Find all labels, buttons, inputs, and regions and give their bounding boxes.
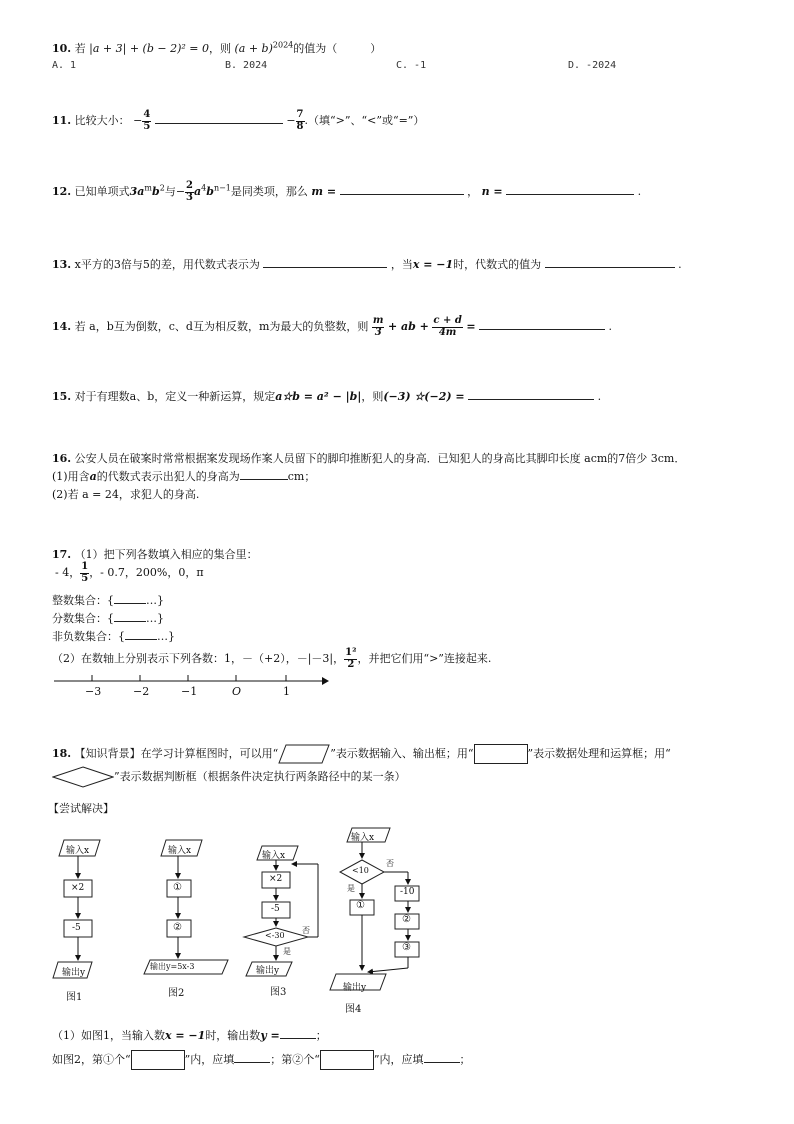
answer-blank-m[interactable] [340,194,464,195]
answer-blank[interactable] [155,123,283,124]
flowchart-figures [40,820,440,1020]
fraction: $\frac{2}{3}$ [186,180,193,203]
answer-blank[interactable] [468,399,594,400]
process-box-label: ② [402,914,411,925]
diamond-icon [52,766,114,788]
answer-blank[interactable] [280,1038,316,1039]
fraction: $\frac{4}{5}$ [143,109,151,132]
answer-blank[interactable] [479,329,605,330]
nonnegative-set: 非负数集合：{ …} [52,630,175,643]
exponent: 2024 [272,40,294,50]
output-box-label: 输出y=5x-3 [150,962,195,971]
process-box-label: -10 [400,887,415,897]
question-17-part-2: （2）在数轴上分别表示下列各数：1，－（+2），－|－3|， $\frac{\text{1²}}{2}$ ，并把它们用“>”连接起来. [52,647,492,670]
axis-label: −3 [85,685,102,698]
fraction: $\frac{1}{5}$ [81,561,89,584]
output-box-label: 输出y [62,968,86,978]
rectangle-icon [320,1050,374,1070]
question-stem: 若 a，b互为倒数，c、d互为相反数，m为最大的负整数，则 [74,320,369,333]
question-number: 10. [52,42,72,55]
axis-label: −1 [181,685,198,698]
no-label: 否 [302,926,310,935]
parallelogram-icon [278,744,330,764]
axis-label: −2 [133,685,150,698]
axis-label: 1 [283,685,290,698]
try-heading: 【尝试解决】 [48,802,114,815]
input-box-label: 输入x [262,851,286,861]
question-number: 13. [52,258,72,271]
question-10 [52,40,381,56]
m-label: m = [311,185,337,198]
option-d[interactable]: D. -2024 [568,60,617,71]
question-18-part-1: （1）如图1，当输入数x = −1时，输出数y = ； [52,1029,327,1042]
fraction: $\frac{7}{8}$ [296,109,304,132]
option-c[interactable]: C. -1 [396,60,427,71]
math-expression: |a + 3| + (b − 2)² = 0 [89,42,209,55]
question-stem: ，则 [208,42,231,55]
question-18: 18. 【知识背景】在学习计算框图时，可以用“ ”表示数据输入、输出框；用“ ”表示数据处理和运算框；用“ [52,744,671,764]
question-18-part-2: 如图2，第①个“ ”内，应填 ；第②个“ ”内，应填 ； [52,1050,471,1070]
question-stem: x平方的3倍与5的差，用代数式表示为 [74,258,260,271]
answer-blank-expression[interactable] [263,267,387,268]
rectangle-icon [131,1050,185,1070]
question-number: 14. [52,320,72,333]
input-box-label: 输入x [351,833,375,843]
definition: a☆b = a² − |b| [275,390,362,403]
process-box-label: ×2 [71,883,85,893]
output-box-label: 输出y [343,983,367,993]
process-box-label: -5 [271,904,280,914]
figure-caption: 图4 [345,1004,362,1015]
question-11 [52,110,424,132]
figure-3 [244,846,318,976]
process-box-label: ① [173,882,182,893]
figure-caption: 图1 [66,992,83,1003]
fraction-set: 分数集合：{ …} [52,612,164,625]
question-stem: 公安人员在破案时常常根据案发现场作案人员留下的脚印推断犯人的身高．已知犯人的身高比其脚印长度 acm的7倍少 3cm． [74,452,686,465]
question-16-part-2: (2)若 a = 24，求犯人的身高. [52,488,200,501]
n-label: n = [481,185,503,198]
math-expression: (a + b) [234,42,273,55]
minus-sign: − [286,114,296,127]
figure-1 [53,840,100,978]
question-number: 11. [52,114,72,127]
decision-label: <-30 [265,931,285,940]
output-box-label: 输出y [256,966,280,976]
question-tail: .（填“>”、“<”或“=”） [304,114,425,127]
answer-blank-value[interactable] [545,267,675,268]
process-box-label: ② [173,922,182,933]
question-number: 15. [52,390,72,403]
question-stem: 若 [74,42,86,55]
answer-blank[interactable] [234,1062,270,1063]
question-13: 13. x平方的3倍与5的差，用代数式表示为 ，当x = −1时，代数式的值为 . [52,258,682,271]
question-number: 16. [52,452,72,465]
question-16 [52,450,685,466]
question-14: 14. 若 a，b互为倒数，c、d互为相反数，m为最大的负整数，则 $\frac{m}{3}$ + ab + $\frac{c + d}{4m}$ = . [52,315,613,338]
question-12: 12. 已知单项式$3a^mb^2$与− $\frac{2}{3}$ $a^4b^{n-1}$是同类项，那么 m = ， n = . [52,180,642,203]
question-17 [52,546,258,562]
answer-blank[interactable] [240,479,288,480]
answer-blank-n[interactable] [506,194,634,195]
question-15: 15. 对于有理数a、b，定义一种新运算，规定a☆b = a² − |b|，则(−3) ☆(−2) = . [52,390,602,403]
fraction: $\frac{c + d}{4m}$ [433,315,462,338]
answer-blank[interactable] [424,1062,460,1063]
input-box-label: 输入x [168,846,192,856]
question-number: 17. [52,548,72,561]
number-list: - 4， $\frac{1}{5}$ ，- 0.7，200%，0，π [55,561,204,584]
integer-set: 整数集合：{ …} [52,594,164,607]
question-stem: 对于有理数a、b，定义一种新运算，规定 [74,390,276,403]
option-b[interactable]: B. 2024 [225,60,268,71]
input-box-label: 输入x [66,846,90,856]
figure-caption: 图2 [168,988,185,999]
question-number: 12. [52,185,72,198]
question-stem: （1）把下列各数填入相应的集合里： [74,548,258,561]
question-18-line2: ”表示数据判断框（根据条件决定执行两条路径中的某一条） [52,766,406,788]
monomial: a [194,185,202,198]
process-box-label: ×2 [269,874,283,884]
axis-label: O [232,685,242,698]
question-number: 18. [52,747,72,760]
no-label: 否 [386,859,394,868]
question-stem: 比较大小： [74,114,130,127]
figure-caption: 图3 [270,987,287,998]
yes-label: 是 [283,947,291,956]
process-box-label: ① [356,900,365,911]
fraction: $\frac{m}{3}$ [372,315,384,338]
option-a[interactable]: A. 1 [52,60,77,71]
process-box-label: ③ [402,942,411,953]
question-stem: 已知单项式 [74,185,130,198]
figure-2 [144,840,228,974]
monomial: 3a [129,185,145,198]
question-stem: 的值为（ ） [293,42,382,55]
figure-4 [330,828,419,990]
minus-sign: − [133,114,143,127]
rectangle-icon [474,744,528,764]
decision-label: <10 [352,866,369,875]
question-16-part-1: (1)用含a的代数式表示出犯人的身高为 cm； [52,470,316,483]
process-box-label: -5 [72,923,81,933]
fraction: $\frac{\text{1²}}{2}$ [345,647,357,670]
yes-label: 是 [347,884,355,893]
